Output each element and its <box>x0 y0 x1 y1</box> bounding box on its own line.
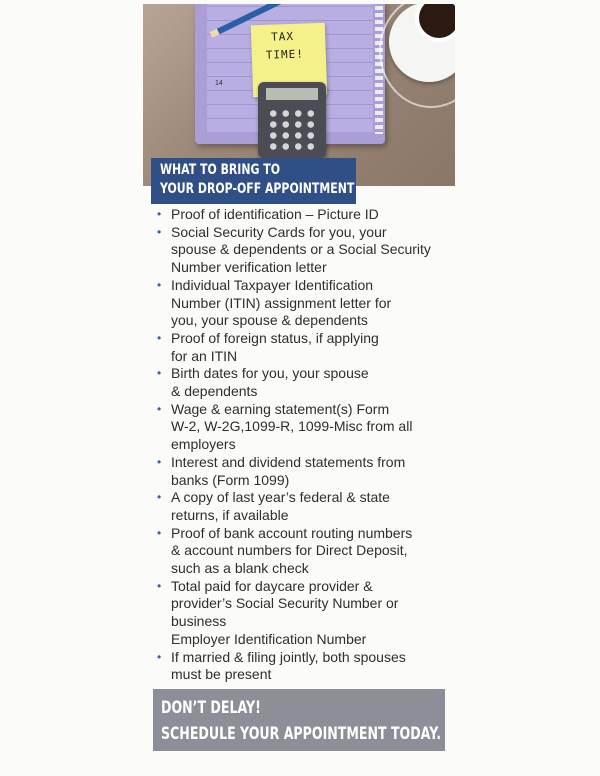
bullet-icon: • <box>157 649 162 664</box>
bullet-icon: • <box>157 578 162 593</box>
bullet-icon: • <box>157 454 162 469</box>
list-item-text: Social Security Cards for you, your <box>171 223 387 240</box>
list-item-text: Birth dates for you, your spouse <box>171 365 369 382</box>
bullet-icon: • <box>157 401 162 416</box>
list-item-text: Interest and dividend statements from <box>171 453 406 470</box>
heading-line-2: YOUR DROP-OFF APPOINTMENT <box>160 181 355 197</box>
notebook-number: 14 <box>215 80 223 87</box>
list-item-text: Individual Taxpayer Identification <box>171 276 374 293</box>
list-item-text: spouse & dependents or a Social Security <box>171 241 431 258</box>
list-item <box>157 277 457 330</box>
list-item <box>157 578 457 649</box>
list-item-text: for an ITIN <box>171 347 238 364</box>
list-item-text: Employer Identification Number <box>171 630 367 647</box>
list-item-text: Proof of bank account routing numbers <box>171 524 413 541</box>
sticky-line-2: TIME! <box>265 47 305 62</box>
list-item-text: Number (ITIN) assignment letter for <box>171 294 392 311</box>
list-item-text: must be present <box>171 666 272 683</box>
list-item-text: & dependents <box>171 383 258 400</box>
bullet-icon: • <box>157 224 162 239</box>
bullet-icon: • <box>157 330 162 345</box>
list-item-text: W-2, W-2G,1099-R, 1099-Misc from all <box>171 418 413 435</box>
list-item-text: employers <box>171 436 236 453</box>
bullet-icon: • <box>157 490 162 505</box>
list-item-text: Total paid for daycare provider & <box>171 577 373 594</box>
list-item <box>157 365 457 400</box>
bullet-icon: • <box>157 207 162 221</box>
bullet-icon: • <box>157 277 162 292</box>
heading-line-1: WHAT TO BRING TO <box>160 162 281 178</box>
list-item <box>157 401 457 454</box>
heading-banner <box>151 158 356 204</box>
list-item-text: If married & filing jointly, both spouses <box>171 648 406 665</box>
list-item <box>157 454 457 489</box>
bullet-icon: • <box>157 366 162 381</box>
list-item-text: Number verification letter <box>171 259 327 276</box>
list-item-text: & account numbers for Direct Deposit, <box>171 542 408 559</box>
checklist <box>157 206 457 684</box>
cta-banner <box>153 689 445 751</box>
list-item <box>157 489 457 524</box>
list-item-text: Proof of foreign status, if applying <box>171 329 379 346</box>
bullet-icon: • <box>157 525 162 540</box>
list-item <box>157 525 457 578</box>
list-item <box>157 206 457 224</box>
list-item-text: provider’s Social Security Number or <box>171 595 399 612</box>
cta-line-2: SCHEDULE YOUR APPOINTMENT TODAY. <box>161 724 442 744</box>
list-item-text: Wage & earning statement(s) Form <box>171 400 390 417</box>
list-item-text: returns, if available <box>171 506 289 523</box>
list-item-text: A copy of last year’s federal & state <box>171 489 390 506</box>
list-item-text: banks (Form 1099) <box>171 471 290 488</box>
sticky-line-1: TAX <box>270 29 295 44</box>
list-item-text: business <box>171 613 227 630</box>
list-item <box>157 649 457 684</box>
calculator-icon <box>258 82 326 158</box>
list-item <box>157 330 457 365</box>
list-item-text: Proof of identification – Picture ID <box>171 206 379 222</box>
list-item-text: such as a blank check <box>171 560 309 577</box>
list-item <box>157 224 457 277</box>
cta-line-1: DON’T DELAY! <box>161 698 261 718</box>
list-item-text: you, your spouse & dependents <box>171 312 368 329</box>
